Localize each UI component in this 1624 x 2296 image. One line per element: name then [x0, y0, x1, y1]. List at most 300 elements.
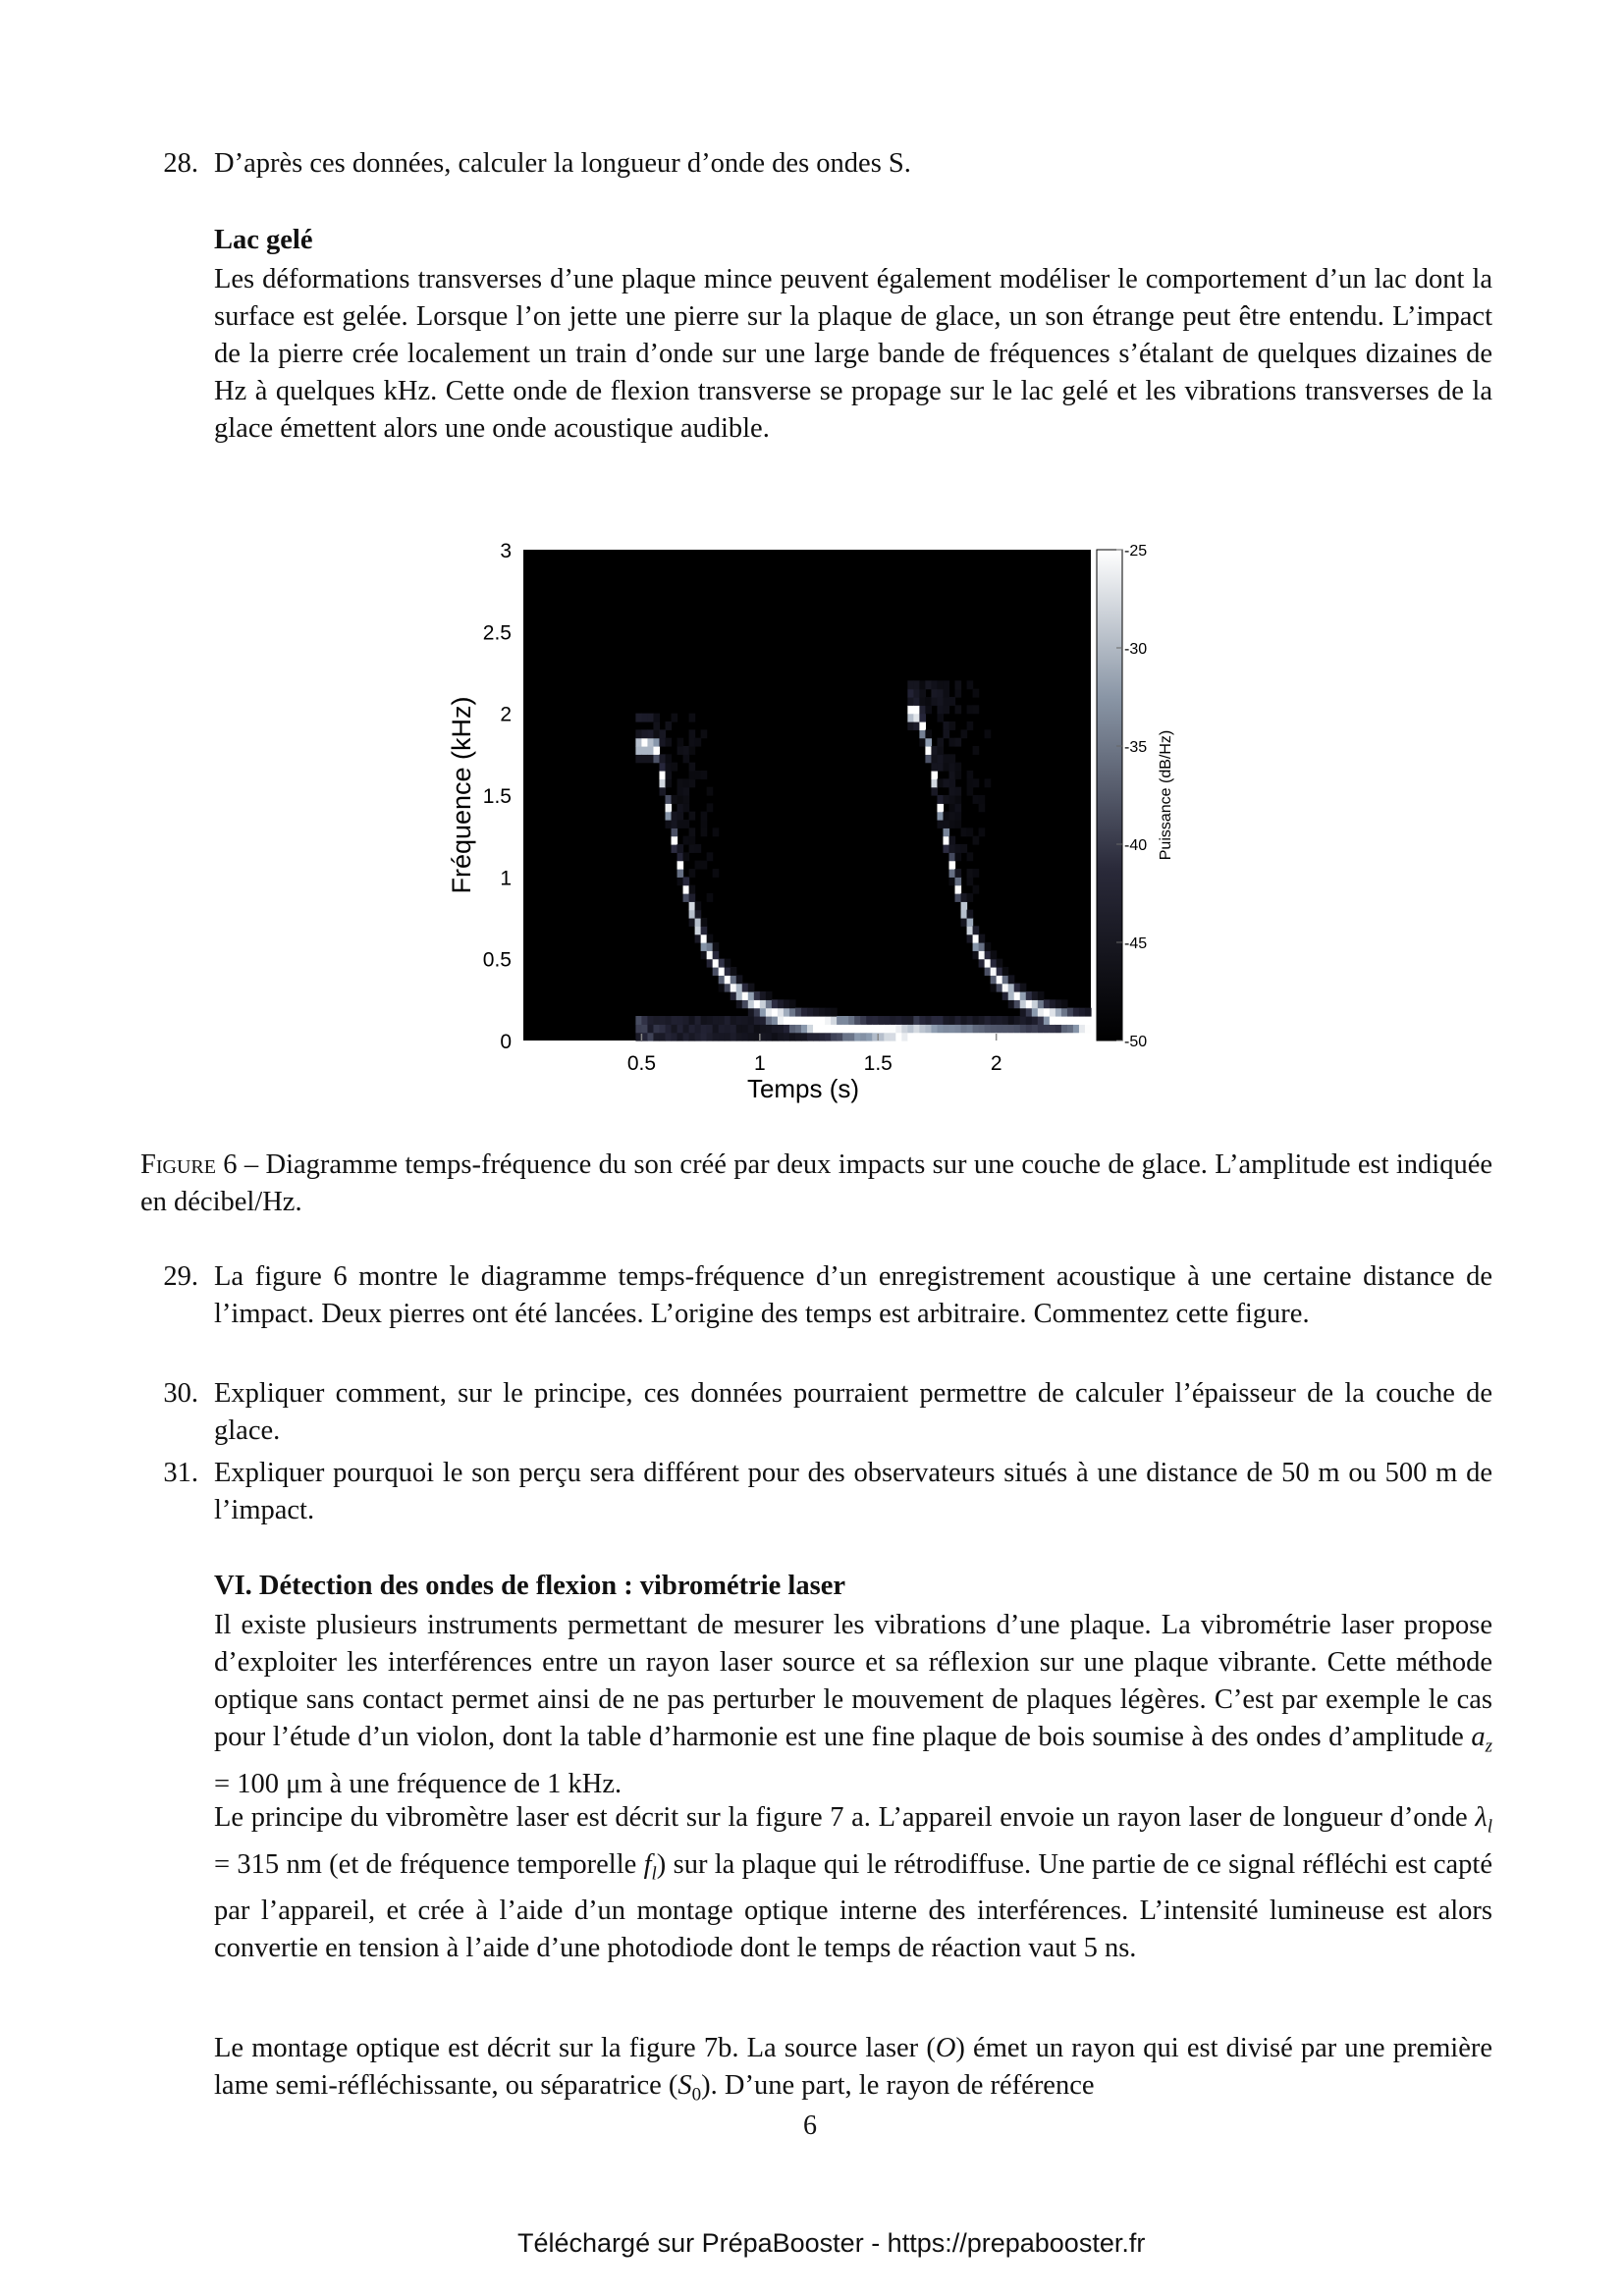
- heatmap-cell: [955, 680, 962, 689]
- colorbar: [1097, 550, 1122, 1041]
- heatmap-cell: [937, 738, 944, 747]
- heatmap-cell: [949, 852, 956, 861]
- heatmap-cell: [653, 1033, 660, 1041]
- heatmap-cell: [789, 999, 796, 1008]
- heatmap-cell: [635, 1016, 642, 1025]
- heatmap-cell: [736, 1024, 743, 1033]
- heatmap-cell: [937, 778, 944, 787]
- question-text: D’après ces données, calculer la longueur d’onde des ondes S.: [214, 148, 911, 179]
- heatmap-cell: [955, 1024, 962, 1033]
- heatmap-cell: [1079, 1016, 1086, 1025]
- heatmap-cell: [937, 746, 944, 755]
- heatmap-cell: [967, 778, 974, 787]
- heatmap-cell: [955, 787, 962, 796]
- heatmap-cell: [719, 984, 726, 992]
- heatmap-cell: [831, 1033, 838, 1041]
- heatmap-cell: [997, 959, 1003, 968]
- heatmap-cell: [672, 836, 678, 845]
- heatmap-cell: [677, 869, 684, 878]
- heatmap-cell: [907, 680, 914, 689]
- heatmap-cell: [961, 1033, 968, 1041]
- heatmap-cell: [1020, 1024, 1027, 1033]
- heatmap-cell: [961, 901, 968, 910]
- heatmap-cell: [913, 705, 920, 714]
- heatmap-cell: [677, 746, 684, 755]
- heatmap-cell: [647, 754, 654, 763]
- heatmap-cell: [778, 999, 785, 1008]
- heatmap-cell: [937, 714, 944, 722]
- heatmap-cell: [1067, 1008, 1074, 1017]
- heatmap-cell: [967, 893, 974, 902]
- heatmap-cell: [695, 918, 702, 927]
- heatmap-cell: [672, 1033, 678, 1041]
- heatmap-cell: [860, 1024, 867, 1033]
- y-tick-label: 0: [500, 1031, 512, 1053]
- heatmap-cell: [997, 967, 1003, 976]
- heatmap-cell: [813, 1024, 820, 1033]
- heatmap-cell: [949, 869, 956, 878]
- heatmap-cell: [890, 1033, 896, 1041]
- heatmap-cell: [907, 689, 914, 698]
- heatmap-cell: [683, 778, 690, 787]
- heatmap-cell: [955, 812, 962, 821]
- heatmap-cell: [1008, 1024, 1015, 1033]
- heatmap-cell: [653, 714, 660, 722]
- heatmap-cell: [672, 820, 678, 828]
- y-tick-label: 3: [500, 540, 512, 562]
- heatmap-cell: [701, 828, 708, 836]
- heatmap-cell: [677, 738, 684, 747]
- heatmap-cell: [943, 812, 949, 821]
- question-number: 29.: [163, 1261, 198, 1292]
- heatmap-cell: [701, 950, 708, 959]
- heatmap-cell: [754, 1024, 761, 1033]
- heatmap-cell: [819, 1016, 826, 1025]
- paragraph-text: = 315 nm (et de fréquence temporelle: [214, 1848, 644, 1880]
- heatmap-cell: [907, 697, 914, 706]
- heatmap-cell: [985, 1033, 992, 1041]
- heatmap-cell: [884, 1024, 891, 1033]
- heatmap-cell: [1044, 1033, 1051, 1041]
- heatmap-cell: [748, 1008, 755, 1017]
- heatmap-cell: [931, 1033, 938, 1041]
- heatmap-cell: [1002, 967, 1009, 976]
- math-var: a: [1471, 1722, 1486, 1752]
- heatmap-cell: [943, 778, 949, 787]
- heatmap-cell: [653, 1016, 660, 1025]
- heatmap-cell: [1014, 984, 1021, 992]
- heatmap-cell: [955, 869, 962, 878]
- heatmap-cell: [967, 828, 974, 836]
- colorbar-tick-label: -30: [1124, 641, 1148, 658]
- heatmap-cell: [1050, 1024, 1056, 1033]
- heatmap-cell: [979, 942, 986, 951]
- heatmap-cell: [973, 795, 980, 804]
- heatmap-cell: [979, 1024, 986, 1033]
- heatmap-cell: [641, 738, 648, 747]
- heatmap-cell: [979, 959, 986, 968]
- heatmap-cell: [677, 861, 684, 870]
- colorbar-tick-label: -50: [1124, 1034, 1148, 1050]
- heatmap-cell: [925, 697, 932, 706]
- heatmap-cell: [683, 885, 690, 894]
- heatmap-cell: [659, 1016, 666, 1025]
- heatmap-cell: [784, 1016, 790, 1025]
- heatmap-cell: [961, 1016, 968, 1025]
- heatmap-cell: [1014, 1016, 1021, 1025]
- heatmap-cell: [949, 754, 956, 763]
- heatmap-cell: [736, 1033, 743, 1041]
- heatmap-cell: [907, 721, 914, 730]
- heatmap-cell: [991, 1016, 998, 1025]
- heatmap-cell: [943, 689, 949, 698]
- heatmap-cell: [653, 721, 660, 730]
- heatmap-cell: [967, 910, 974, 919]
- heatmap-cell: [695, 1016, 702, 1025]
- colorbar-tick-label: -45: [1124, 935, 1148, 952]
- heatmap-cell: [689, 836, 696, 845]
- y-tick-label: 2: [500, 703, 512, 726]
- heatmap-cell: [1079, 1024, 1086, 1033]
- heatmap-cell: [731, 967, 737, 976]
- heatmap-cell: [689, 812, 696, 821]
- heatmap-cell: [973, 778, 980, 787]
- heatmap-cell: [701, 771, 708, 779]
- heatmap-cell: [683, 795, 690, 804]
- heatmap-cell: [973, 926, 980, 934]
- heatmap-cell: [1044, 1024, 1051, 1033]
- heatmap-cell: [689, 869, 696, 878]
- heatmap-cell: [695, 901, 702, 910]
- heatmap-cell: [949, 795, 956, 804]
- paragraph: Les déformations transverses d’une plaque mince peuvent également modéliser le comportement d’un lac dont la surface est gelée. Lorsque l’on jette une pierre sur la plaque de glace, un son étrange peut être entendu. L’impact de la pierre crée localement un train d’onde sur une large bande de fréquences s’étalant de quelques dizaines de Hz à quelques kHz. Cette onde de flexion transverse se propage sur le lac gelé et les vibrations transverses de la glace émettent alors une onde acoustique audible.: [214, 264, 1492, 444]
- heatmap-cell: [795, 1016, 802, 1025]
- heatmap-cell: [731, 991, 737, 1000]
- heatmap-cell: [943, 697, 949, 706]
- heatmap-cell: [719, 1033, 726, 1041]
- heatmap-cell: [931, 778, 938, 787]
- heatmap-cell: [1061, 1008, 1068, 1017]
- heatmap-cell: [949, 820, 956, 828]
- heatmap-cell: [731, 1016, 737, 1025]
- heatmap-cell: [1002, 975, 1009, 984]
- heatmap-cell: [1056, 999, 1062, 1008]
- heatmap-cell: [772, 1008, 779, 1017]
- heatmap-cell: [742, 1033, 749, 1041]
- heatmap-cell: [925, 754, 932, 763]
- heatmap-cell: [784, 1024, 790, 1033]
- heatmap-cell: [985, 1024, 992, 1033]
- heatmap-cell: [842, 1033, 849, 1041]
- question-number: 30.: [163, 1378, 198, 1409]
- heatmap-cell: [1032, 999, 1039, 1008]
- heatmap-cell: [1056, 1024, 1062, 1033]
- heatmap-cell: [949, 1016, 956, 1025]
- heatmap-cell: [1073, 1033, 1080, 1041]
- heatmap-cell: [754, 1016, 761, 1025]
- heatmap-cell: [943, 828, 949, 836]
- question-text: Expliquer comment, sur le principe, ces données pourraient permettre de calculer l’épaisseur de la couche de glace.: [214, 1378, 1492, 1446]
- heatmap-cell: [1008, 991, 1015, 1000]
- heatmap-cell: [672, 1016, 678, 1025]
- heatmap-cell: [919, 714, 926, 722]
- heatmap-cell: [1032, 1016, 1039, 1025]
- heatmap-cell: [647, 1033, 654, 1041]
- heatmap-cell: [635, 714, 642, 722]
- heatmap-cell: [1067, 1024, 1074, 1033]
- heatmap-cell: [955, 795, 962, 804]
- heatmap-cell: [677, 844, 684, 853]
- heatmap-cell: [937, 705, 944, 714]
- heatmap-cell: [707, 787, 714, 796]
- heatmap-cell: [713, 942, 720, 951]
- heatmap-cell: [967, 926, 974, 934]
- heatmap-cell: [1002, 984, 1009, 992]
- heatmap-cell: [672, 844, 678, 853]
- heatmap-cell: [991, 975, 998, 984]
- heatmap-cell: [831, 1016, 838, 1025]
- heatmap-cell: [713, 1016, 720, 1025]
- heatmap-cell: [949, 861, 956, 870]
- heatmap-cell: [973, 1024, 980, 1033]
- heatmap-cell: [653, 738, 660, 747]
- heatmap-cell: [689, 1016, 696, 1025]
- heatmap-cell: [919, 738, 926, 747]
- heatmap-cell: [683, 746, 690, 755]
- heatmap-cell: [689, 738, 696, 747]
- heatmap-cell: [713, 959, 720, 968]
- heatmap-cell: [701, 729, 708, 738]
- heatmap-cell: [683, 803, 690, 812]
- heatmap-cell: [683, 1024, 690, 1033]
- heatmap-cell: [961, 910, 968, 919]
- question-number: 31.: [163, 1458, 198, 1488]
- heatmap-cell: [890, 1016, 896, 1025]
- heatmap-cell: [949, 803, 956, 812]
- heatmap-cell: [967, 877, 974, 885]
- heatmap-cell: [683, 1016, 690, 1025]
- heatmap-cell: [967, 934, 974, 943]
- heatmap-cell: [801, 1008, 808, 1017]
- heatmap-cell: [707, 893, 714, 902]
- heatmap-cell: [913, 697, 920, 706]
- heatmap-cell: [837, 1033, 843, 1041]
- heatmap-cell: [842, 1024, 849, 1033]
- heatmap-cell: [736, 975, 743, 984]
- heatmap-cell: [955, 893, 962, 902]
- heatmap-cell: [937, 763, 944, 772]
- heatmap-cell: [1056, 1016, 1062, 1025]
- heatmap-cell: [949, 697, 956, 706]
- heatmap-cell: [937, 1016, 944, 1025]
- heatmap-cell: [937, 680, 944, 689]
- heatmap-cell: [707, 959, 714, 968]
- heatmap-cell: [641, 754, 648, 763]
- heatmap-cell: [919, 705, 926, 714]
- heatmap-cell: [901, 1033, 908, 1041]
- heatmap-cell: [943, 729, 949, 738]
- heatmap-cell: [913, 714, 920, 722]
- heatmap-cell: [677, 1024, 684, 1033]
- heatmap-cell: [913, 721, 920, 730]
- heatmap-cell: [967, 787, 974, 796]
- heatmap-cell: [641, 1016, 648, 1025]
- heatmap-cell: [635, 738, 642, 747]
- heatmap-cell: [766, 991, 773, 1000]
- heatmap-cell: [672, 714, 678, 722]
- heatmap-cell: [1026, 1016, 1033, 1025]
- heatmap-cell: [973, 934, 980, 943]
- heatmap-cell: [931, 754, 938, 763]
- heatmap-cell: [866, 1016, 873, 1025]
- heatmap-cell: [931, 787, 938, 796]
- heatmap-cell: [766, 1033, 773, 1041]
- heatmap-cell: [831, 1008, 838, 1017]
- heatmap-cell: [731, 1024, 737, 1033]
- heatmap-cell: [955, 820, 962, 828]
- heatmap-cell: [736, 1016, 743, 1025]
- heatmap-cell: [943, 680, 949, 689]
- heatmap-cell: [825, 1033, 832, 1041]
- heatmap-cell: [1002, 1033, 1009, 1041]
- heatmap-cell: [1014, 1024, 1021, 1033]
- heatmap-cell: [831, 1024, 838, 1033]
- heatmap-cell: [973, 885, 980, 894]
- heatmap-cell: [955, 763, 962, 772]
- heatmap-cell: [707, 1016, 714, 1025]
- heatmap-cell: [949, 877, 956, 885]
- heatmap-cell: [985, 950, 992, 959]
- heatmap-cell: [955, 852, 962, 861]
- heatmap-cell: [653, 729, 660, 738]
- colorbar-label: Puissance (dB/Hz): [1158, 729, 1174, 861]
- heatmap-cell: [973, 836, 980, 845]
- heatmap-cell: [1020, 991, 1027, 1000]
- heatmap-cell: [979, 1016, 986, 1025]
- figure-label: Figure 6: [140, 1149, 238, 1180]
- y-tick-label: 1: [500, 867, 512, 890]
- heatmap-cell: [919, 1033, 926, 1041]
- heatmap-cell: [701, 934, 708, 943]
- heatmap-cell: [973, 746, 980, 755]
- heatmap-cell: [854, 1016, 861, 1025]
- heatmap-cell: [991, 1024, 998, 1033]
- heatmap-cell: [967, 721, 974, 730]
- section-heading: Lac gelé: [214, 225, 313, 255]
- heatmap-cell: [689, 885, 696, 894]
- heatmap-cell: [884, 1016, 891, 1025]
- heatmap-cell: [701, 1024, 708, 1033]
- heatmap-cell: [931, 763, 938, 772]
- heatmap-cell: [973, 705, 980, 714]
- heatmap-cell: [967, 869, 974, 878]
- heatmap-cell: [819, 1033, 826, 1041]
- heatmap-cell: [707, 1024, 714, 1033]
- heatmap-cell: [949, 844, 956, 853]
- heatmap-cell: [719, 1024, 726, 1033]
- heatmap-cell: [1020, 999, 1027, 1008]
- heatmap-cell: [1008, 975, 1015, 984]
- heatmap-cell: [742, 991, 749, 1000]
- heatmap-cell: [742, 1016, 749, 1025]
- heatmap-cell: [931, 1024, 938, 1033]
- heatmap-cell: [848, 1024, 855, 1033]
- question-number: 28.: [163, 148, 198, 179]
- heatmap-cell: [937, 820, 944, 828]
- heatmap-cell: [837, 1024, 843, 1033]
- heatmap-cell: [701, 926, 708, 934]
- heatmap-cell: [695, 1033, 702, 1041]
- heatmap-cell: [659, 1033, 666, 1041]
- heatmap-cell: [731, 1033, 737, 1041]
- heatmap-cell: [789, 1024, 796, 1033]
- heatmap-cell: [695, 926, 702, 934]
- heatmap-cell: [872, 1024, 879, 1033]
- heatmap-cell: [919, 1016, 926, 1025]
- heatmap-cell: [666, 771, 673, 779]
- heatmap-cell: [997, 1033, 1003, 1041]
- heatmap-cell: [890, 1024, 896, 1033]
- heatmap-cell: [701, 820, 708, 828]
- heatmap-cell: [1056, 1008, 1062, 1017]
- heatmap-cell: [985, 959, 992, 968]
- heatmap-cell: [979, 828, 986, 836]
- heatmap-cell: [731, 984, 737, 992]
- heatmap-cell: [985, 1016, 992, 1025]
- heatmap-cell: [707, 950, 714, 959]
- figure-caption-text: – Diagramme temps-fréquence du son créé par deux impacts sur une couche de glace. L’amplitude est indiquée en décibel/Hz.: [140, 1149, 1492, 1217]
- heatmap-cell: [979, 950, 986, 959]
- y-tick-label: 0.5: [482, 948, 512, 972]
- heatmap-cell: [748, 984, 755, 992]
- heatmap-cell: [937, 697, 944, 706]
- heatmap-cell: [683, 787, 690, 796]
- heatmap-cell: [647, 1016, 654, 1025]
- heatmap-cell: [784, 999, 790, 1008]
- heatmap-cell: [943, 795, 949, 804]
- heatmap-cell: [1026, 1024, 1033, 1033]
- heatmap-cell: [913, 680, 920, 689]
- heatmap-cell: [1002, 991, 1009, 1000]
- heatmap-cell: [931, 1016, 938, 1025]
- heatmap-cell: [748, 1024, 755, 1033]
- heatmap-cell: [813, 1033, 820, 1041]
- heatmap-cell: [807, 1024, 814, 1033]
- heatmap-cell: [967, 705, 974, 714]
- heatmap-cell: [653, 1024, 660, 1033]
- x-axis-label: Temps (s): [746, 1074, 860, 1103]
- heatmap-cell: [949, 812, 956, 821]
- heatmap-cell: [647, 729, 654, 738]
- paragraph: [214, 2030, 1492, 2114]
- heatmap-cell: [937, 754, 944, 763]
- heatmap-cell: [931, 697, 938, 706]
- heatmap-cell: [925, 738, 932, 747]
- paragraph-text: Le montage optique est décrit sur la figure 7b. La source laser (: [214, 2033, 936, 2063]
- heatmap-cell: [961, 918, 968, 927]
- heatmap-cell: [659, 763, 666, 772]
- heatmap-cell: [659, 771, 666, 779]
- paragraph-text: ) sur la plaque qui le rétrodiffuse. Une partie de ce signal réfléchi est capté par l’appareil, et crée à l’aide d’un montage optique interne des interférences. L’intensité lumineuse est alors convertie en tension à l’aide d’une photodiode dont le temps de réaction vaut 5 ns.: [214, 1848, 1492, 1964]
- heatmap-cell: [949, 836, 956, 845]
- heatmap-cell: [719, 975, 726, 984]
- heatmap-cell: [979, 934, 986, 943]
- heatmap-cell: [666, 1024, 673, 1033]
- heatmap-cell: [866, 1024, 873, 1033]
- math-var: λ: [1475, 1802, 1488, 1833]
- heatmap-cell: [1073, 1016, 1080, 1025]
- heatmap-cell: [1038, 1016, 1045, 1025]
